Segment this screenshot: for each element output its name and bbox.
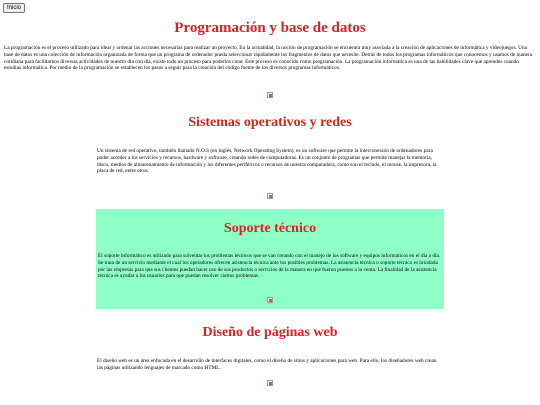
section-soporte	[96, 209, 444, 309]
broken-image-icon	[267, 193, 273, 199]
section-body: La programación es el proceso utilizado para idear y ordenar las acciones necesarias para realizar un proyecto. En la actualidad, la noción de programación se encuentra muy asociada a la creación de aplicaciones de informática y videojuegos. Una base de datos es una colección de información organizada de forma que un programa de ordenador pueda seleccionar rápidamente los fragmentos de datos que necesite. Detrás de todos los programas informáticos que conocemos y usamos de manera cotidiana para facilitarnos diversas actividades de nuestro día con día, existe todo un proceso para poderlos crear. Este proceso es conocido como programación. La programación informática es una de las habilidades clave que aprendes cuando estudias informática. Por medio de la programación se establecen los pasos a seguir para la creación del código fuente de los diversos programas informáticos.	[4, 45, 533, 72]
section-body: El diseño web es un área enfocada en el desarrollo de interfaces digitales, como el diseño de sitios y aplicaciones para web. Para ello, los diseñadores web crean las páginas utilizando lenguajes de marcado como HTML.	[97, 358, 437, 371]
section-body: El soporte informático es utilizado para solventar los problemas técnicos que se van creando con el manejo de los software y equipos informáticos en el día a día. Se trata de un servicio mediante el cual los operadores ofrecen asistencia técnica ante los posibles problemas. La asistencia técnica o soporte técnico es brindada por las empresas para que sus clientes puedan hacer uso de sus productos o servicios de la manera en que fueron puestos a la venta. La finalidad de la asistencia técnica es ayudar a los usuarios para que puedan resolver ciertos problemas.	[98, 253, 441, 280]
broken-image-icon	[267, 92, 273, 98]
section-body: Un sistema de red operativo, también llamado N.O.S (en inglés, Network Operating System), es un software que permite la interconexión de ordenadores para poder acceder a los servicios y recursos, hardware y software, creando redes de computadoras. Es un conjunto de programas que permite manejar la memoria, disco, medios de almacenamiento de información y los diferentes periféricos o recursos de nuestra computadora, como son el teclado, el mouse, la impresora, la placa de red, entre otros.	[97, 148, 437, 175]
section-title: Soporte técnico	[223, 221, 317, 236]
section-diseno	[0, 325, 540, 371]
broken-image-icon	[267, 297, 273, 303]
section-title: Diseño de páginas web	[202, 325, 338, 340]
broken-image-icon	[267, 380, 273, 386]
inicio-button[interactable]: Inicio	[3, 3, 25, 13]
section-title: Sistemas operativos y redes	[188, 115, 352, 130]
section-programacion	[0, 20, 540, 72]
section-sistemas	[0, 115, 540, 175]
section-title: Programación y base de datos	[174, 20, 366, 36]
